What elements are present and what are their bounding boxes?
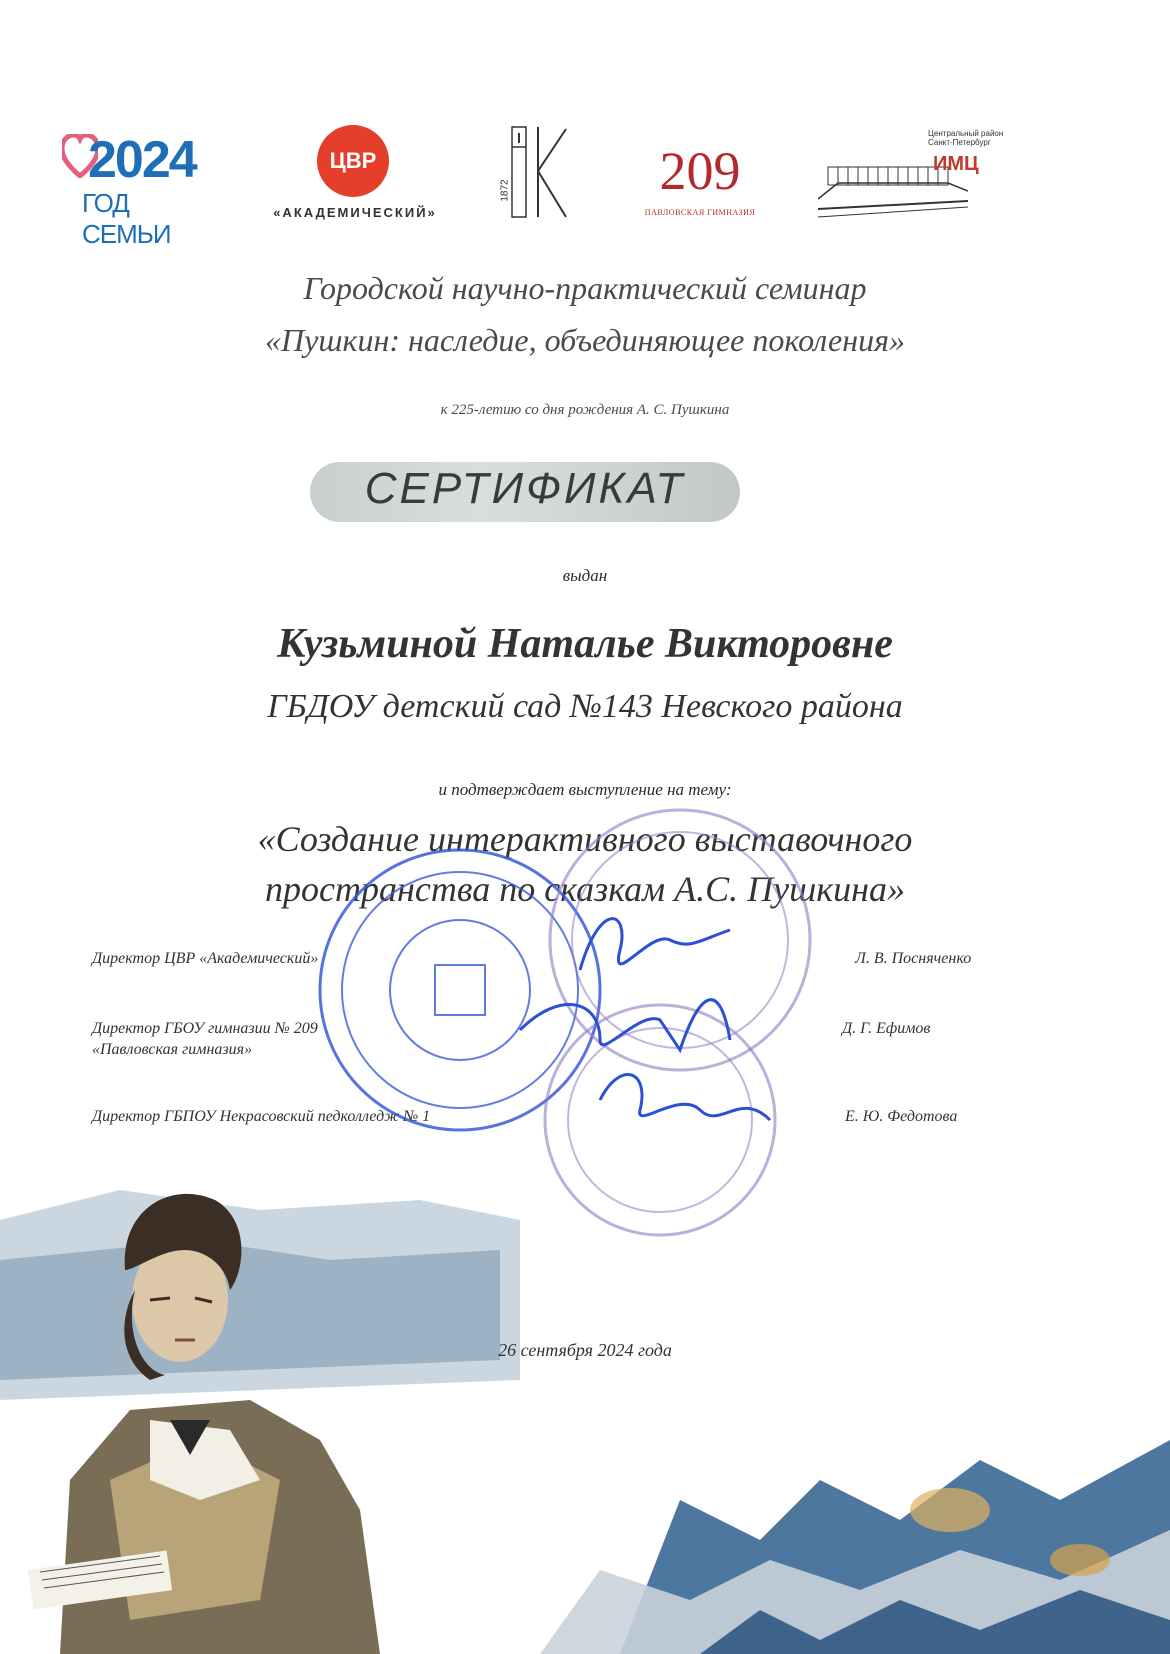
logo-year: 2024 xyxy=(88,131,196,189)
pushkin-collage-artwork xyxy=(0,1180,1170,1654)
signature-2 xyxy=(520,1000,730,1050)
stamps-and-signatures xyxy=(300,790,900,1240)
signature-1 xyxy=(580,919,730,970)
certificate-title: СЕРТИФИКАТ xyxy=(364,464,686,513)
pedcollege-year: 1872 xyxy=(499,179,511,202)
signatory-role-2-line2: «Павловская гимназия» xyxy=(92,1041,253,1058)
signatory-name-2: Д. Г. Ефимов xyxy=(842,1020,931,1037)
cvr-mark: ЦВР xyxy=(317,125,389,197)
anniversary-note: к 225-летию со дня рождения А. С. Пушкина xyxy=(440,402,730,418)
signatory-role-1: Директор ЦВР «Академический» xyxy=(92,950,319,967)
cvr-subtitle: «АКАДЕМИЧЕСКИЙ» xyxy=(273,205,437,220)
imc-caption-line1: Центральный район xyxy=(928,129,1004,138)
imc-logo xyxy=(818,125,1018,225)
issued-label: выдан xyxy=(562,566,608,585)
imc-caption xyxy=(928,129,1003,147)
recipient-name: Кузьминой Наталье Викторовне xyxy=(277,621,893,667)
building-icon xyxy=(818,139,968,219)
year-of-family-logo xyxy=(62,130,202,249)
recipient-organization: ГБДОУ детский сад №143 Невского района xyxy=(267,688,903,725)
signatory-role-3: Директор ГБПОУ Некрасовский педколледж № 1 xyxy=(92,1108,431,1125)
confirm-label: и подтверждает выступление на тему: xyxy=(438,780,732,799)
gymnasium-number: 209 xyxy=(659,141,741,201)
gymnasium-subtitle: ПАВЛОВСКАЯ ГИМНАЗИЯ xyxy=(644,208,756,217)
topic-line-1: «Создание интерактивного выставочного xyxy=(257,819,913,859)
cvr-logo xyxy=(265,125,445,225)
imc-caption-line2: Санкт-Петербург xyxy=(928,138,991,147)
pedcollege-logo xyxy=(499,125,580,225)
issue-date: 26 сентября 2024 года xyxy=(498,1340,672,1360)
signatory-name-1: Л. В. Посняченко xyxy=(855,950,972,967)
imc-mark: ИМЦ xyxy=(933,153,979,175)
topic-line-2: пространства по сказкам А.С. Пушкина» xyxy=(265,869,905,909)
seminar-subtitle: «Пушкин: наследие, объединяющее поколения» xyxy=(265,322,905,358)
seminar-title: Городской научно-практический семинар xyxy=(303,270,867,306)
signatory-name-3: Е. Ю. Федотова xyxy=(845,1108,958,1125)
logo-year-subtitle: ГОД СЕМЬИ xyxy=(82,188,171,249)
k-monogram-icon xyxy=(510,125,580,225)
signatory-role-2: Директор ГБОУ гимназии № 209 xyxy=(92,1020,318,1037)
gymnasium-logo xyxy=(635,120,765,230)
